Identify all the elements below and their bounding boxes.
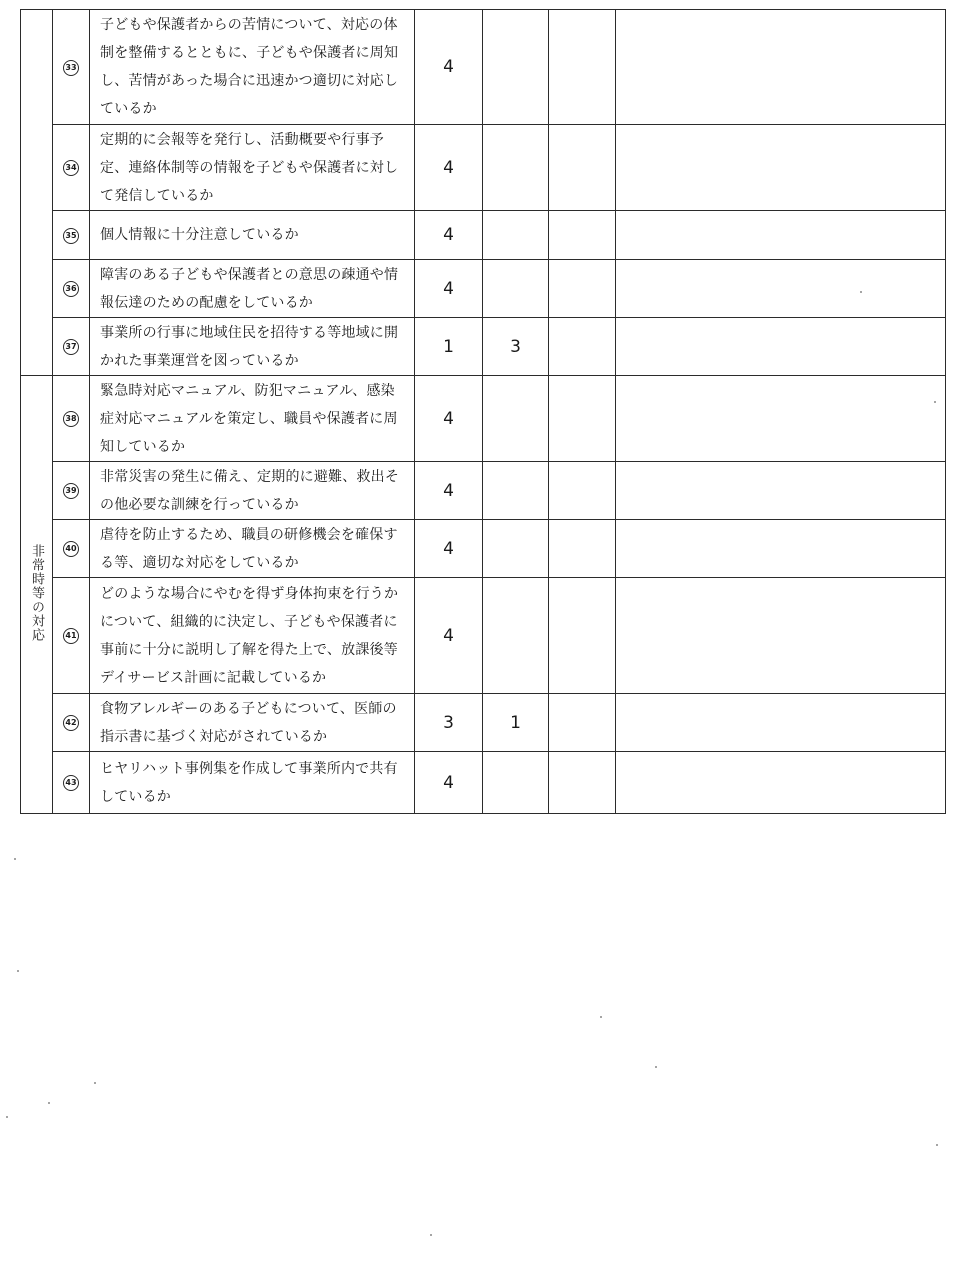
- evaluation-table: [20, 9, 946, 814]
- remarks-cell: [616, 694, 946, 752]
- answer-dontknow: [483, 376, 549, 462]
- answer-yes: 4: [415, 462, 483, 520]
- item-text: 障害のある子どもや保護者との意思の疎通や情報伝達のための配慮をしているか: [90, 260, 415, 318]
- scan-speck: [94, 1082, 96, 1084]
- category-cell: [21, 376, 53, 814]
- remarks-cell: [616, 520, 946, 578]
- remarks-cell: [616, 752, 946, 814]
- answer-yes: 4: [415, 260, 483, 318]
- answer-no: [549, 10, 616, 125]
- scan-speck: [936, 1144, 938, 1146]
- answer-no: [549, 260, 616, 318]
- item-number: 43: [53, 752, 90, 814]
- item-text: 定期的に会報等を発行し、活動概要や行事予定、連絡体制等の情報を子どもや保護者に対して発信しているか: [90, 125, 415, 211]
- item-text: 非常災害の発生に備え、定期的に避難、救出その他必要な訓練を行っているか: [90, 462, 415, 520]
- answer-yes: 4: [415, 578, 483, 694]
- table-row: [21, 318, 946, 376]
- answer-dontknow: [483, 462, 549, 520]
- table-row: [21, 211, 946, 260]
- answer-yes: 3: [415, 694, 483, 752]
- remarks-cell: [616, 125, 946, 211]
- item-number: 42: [53, 694, 90, 752]
- item-text: 食物アレルギーのある子どもについて、医師の指示書に基づく対応がされているか: [90, 694, 415, 752]
- scan-speck: [934, 401, 936, 403]
- item-text: 事業所の行事に地域住民を招待する等地域に開かれた事業運営を図っているか: [90, 318, 415, 376]
- scan-speck: [430, 1234, 432, 1236]
- answer-dontknow: 3: [483, 318, 549, 376]
- answer-yes: 4: [415, 211, 483, 260]
- item-number: 41: [53, 578, 90, 694]
- item-text: 個人情報に十分注意しているか: [90, 211, 415, 260]
- answer-no: [549, 125, 616, 211]
- answer-no: [549, 211, 616, 260]
- table-row: [21, 578, 946, 694]
- item-number: 37: [53, 318, 90, 376]
- answer-yes: 4: [415, 520, 483, 578]
- item-text: ヒヤリハット事例集を作成して事業所内で共有しているか: [90, 752, 415, 814]
- table-row: [21, 125, 946, 211]
- answer-yes: 1: [415, 318, 483, 376]
- remarks-cell: [616, 260, 946, 318]
- answer-no: [549, 694, 616, 752]
- scan-speck: [860, 291, 862, 293]
- remarks-cell: [616, 211, 946, 260]
- answer-no: [549, 376, 616, 462]
- answer-no: [549, 520, 616, 578]
- table-row: [21, 752, 946, 814]
- answer-dontknow: [483, 211, 549, 260]
- answer-no: [549, 578, 616, 694]
- table-row: [21, 10, 946, 125]
- answer-yes: 4: [415, 125, 483, 211]
- item-number: 36: [53, 260, 90, 318]
- answer-dontknow: [483, 578, 549, 694]
- scan-speck: [14, 858, 16, 860]
- answer-no: [549, 462, 616, 520]
- answer-dontknow: [483, 520, 549, 578]
- table-row: [21, 462, 946, 520]
- answer-no: [549, 318, 616, 376]
- answer-yes: 4: [415, 752, 483, 814]
- scan-speck: [600, 1016, 602, 1018]
- scan-speck: [17, 970, 19, 972]
- item-text: 虐待を防止するため、職員の研修機会を確保する等、適切な対応をしているか: [90, 520, 415, 578]
- item-number: 34: [53, 125, 90, 211]
- item-text: 子どもや保護者からの苦情について、対応の体制を整備するとともに、子どもや保護者に周知し、苦情があった場合に迅速かつ適切に対応しているか: [90, 10, 415, 125]
- category-cell: [21, 10, 53, 376]
- answer-dontknow: [483, 10, 549, 125]
- item-number: 33: [53, 10, 90, 125]
- scan-speck: [48, 1102, 50, 1104]
- item-number: 39: [53, 462, 90, 520]
- item-text: どのような場合にやむを得ず身体拘束を行うかについて、組織的に決定し、子どもや保護者に事前に十分に説明し了解を得た上で、放課後等デイサービス計画に記載しているか: [90, 578, 415, 694]
- answer-dontknow: [483, 260, 549, 318]
- answer-yes: 4: [415, 376, 483, 462]
- answer-dontknow: 1: [483, 694, 549, 752]
- remarks-cell: [616, 376, 946, 462]
- table-row: [21, 260, 946, 318]
- remarks-cell: [616, 578, 946, 694]
- item-text: 緊急時対応マニュアル、防犯マニュアル、感染症対応マニュアルを策定し、職員や保護者に周知しているか: [90, 376, 415, 462]
- scan-speck: [655, 1066, 657, 1068]
- answer-dontknow: [483, 752, 549, 814]
- item-number: 40: [53, 520, 90, 578]
- item-number: 35: [53, 211, 90, 260]
- remarks-cell: [616, 462, 946, 520]
- item-number: 38: [53, 376, 90, 462]
- table-row: [21, 520, 946, 578]
- answer-yes: 4: [415, 10, 483, 125]
- scan-speck: [6, 1116, 8, 1118]
- category-label: 非常時等の対応: [29, 543, 44, 642]
- answer-no: [549, 752, 616, 814]
- table-row: [21, 694, 946, 752]
- remarks-cell: [616, 318, 946, 376]
- answer-dontknow: [483, 125, 549, 211]
- remarks-cell: [616, 10, 946, 125]
- table-row: [21, 376, 946, 462]
